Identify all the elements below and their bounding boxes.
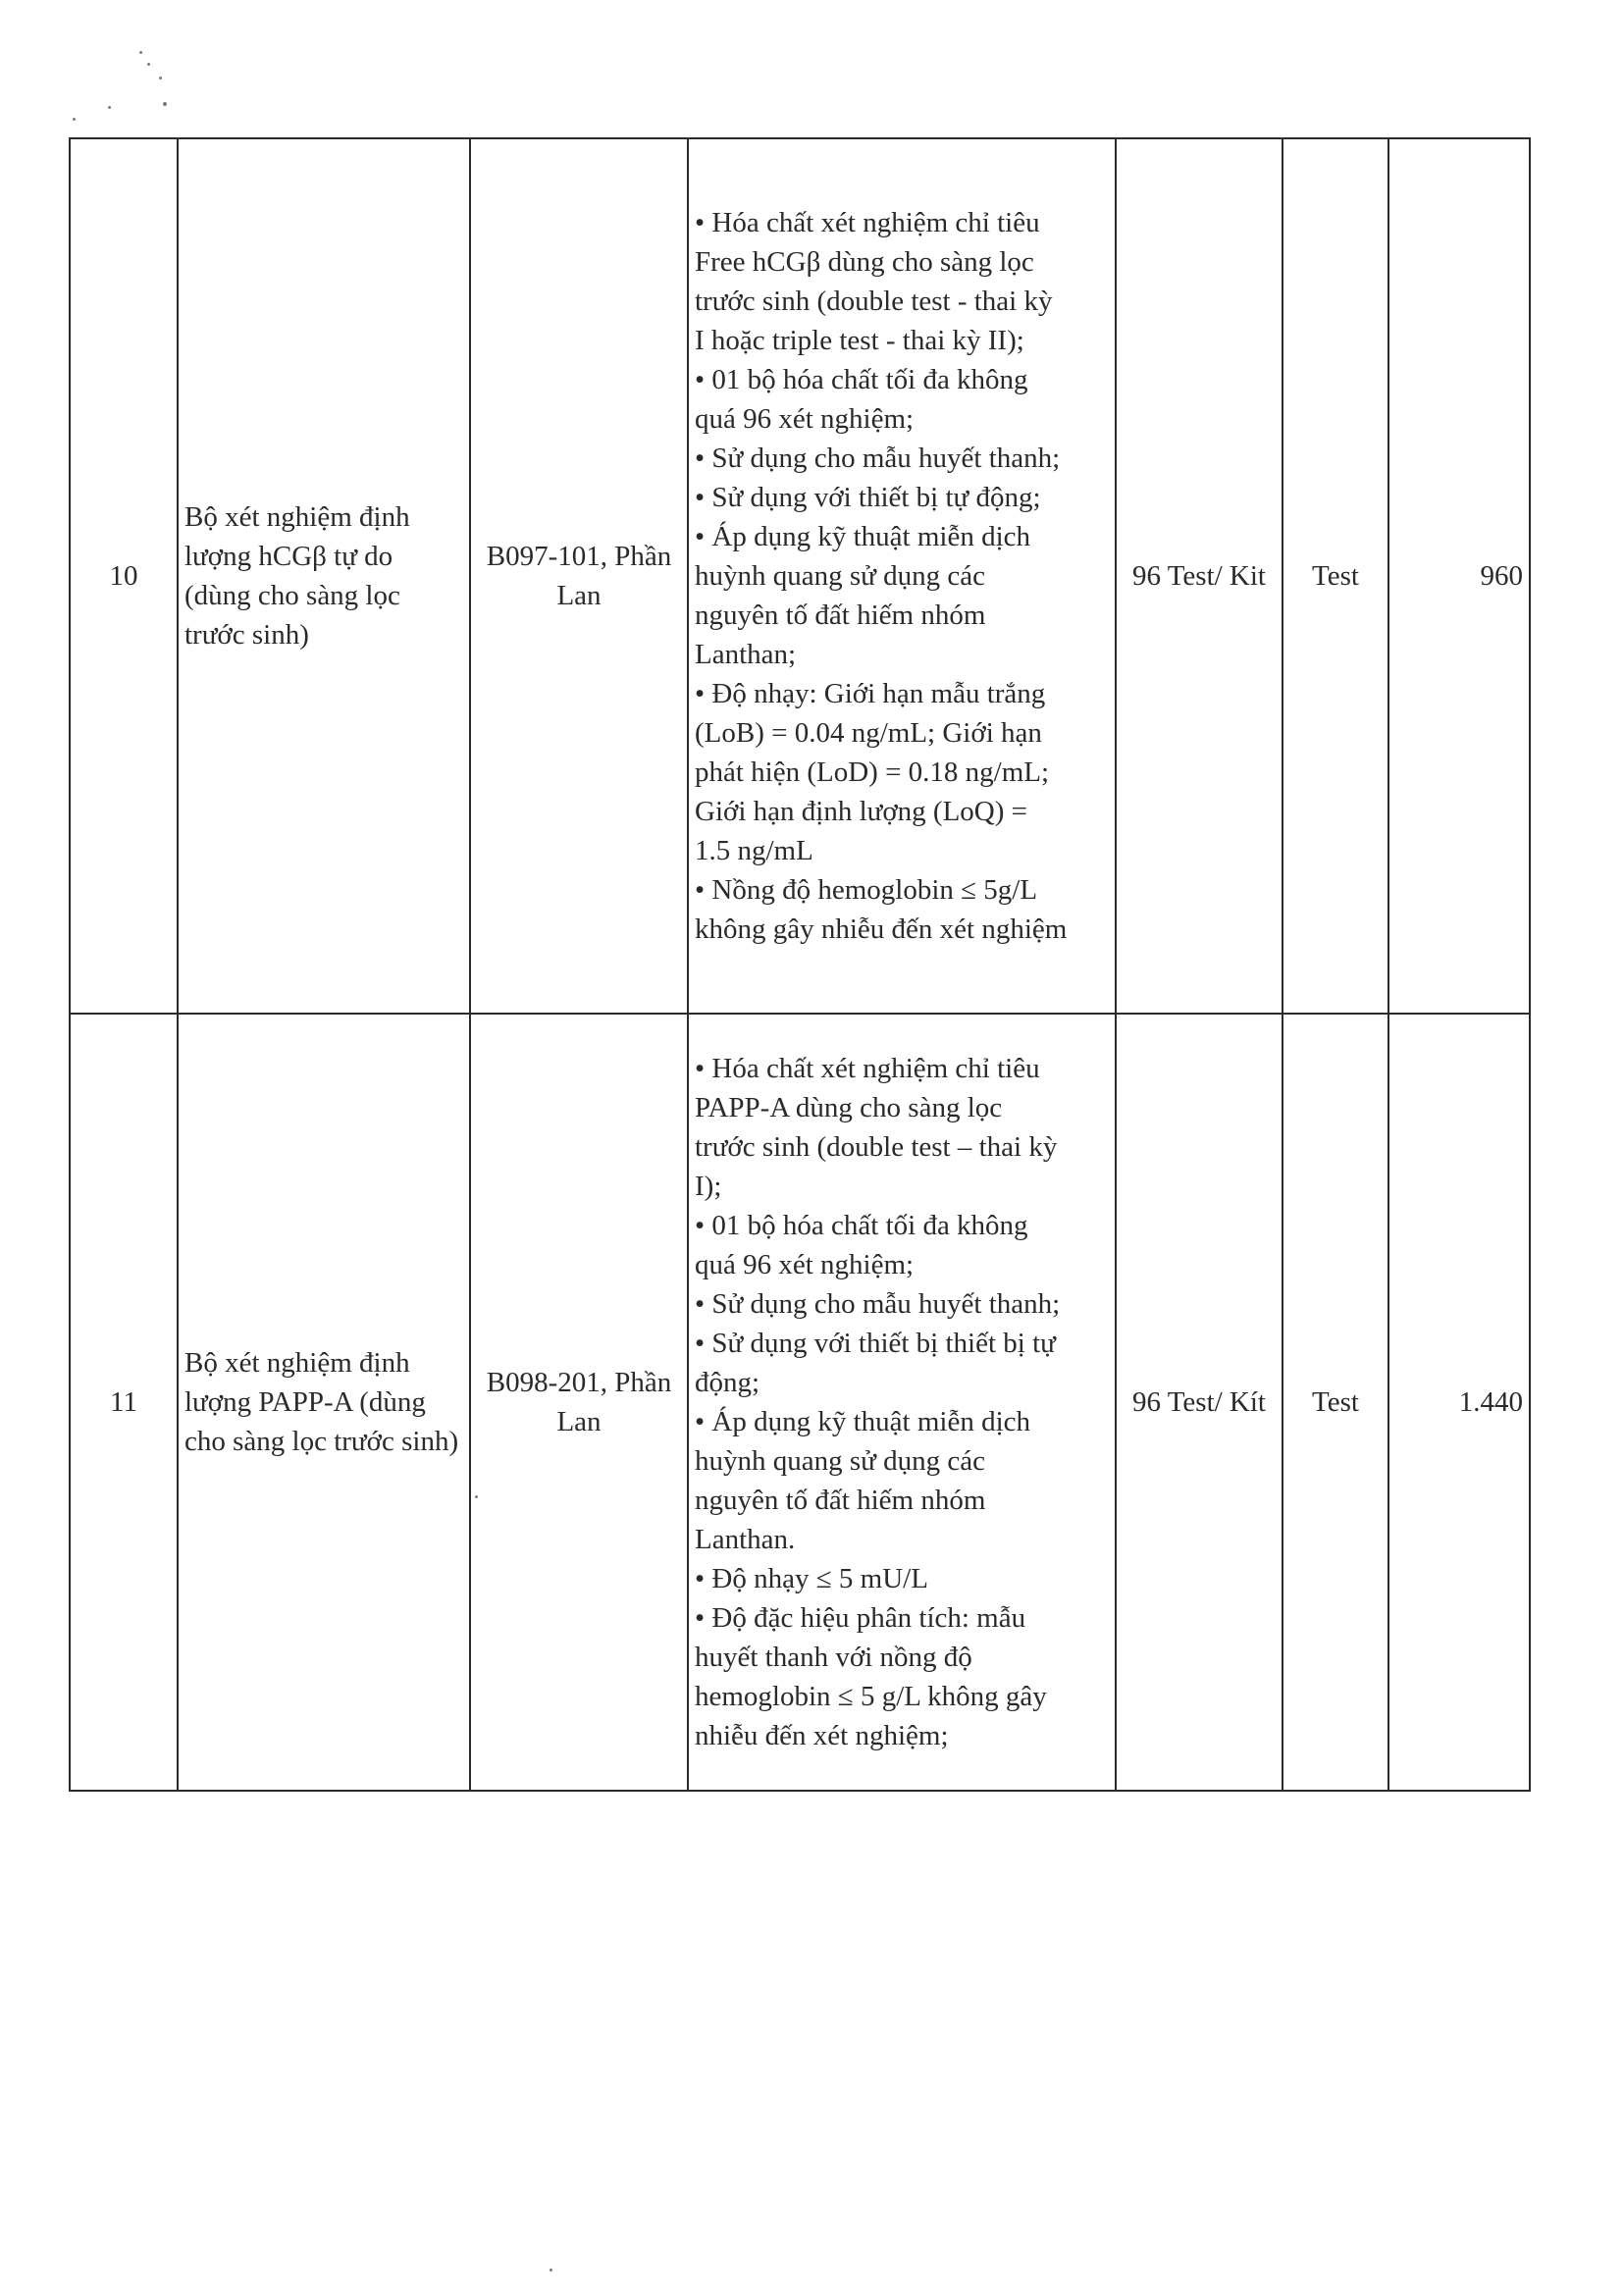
unit: Test: [1283, 138, 1388, 1014]
spec-line: PAPP-A dùng cho sàng lọc: [695, 1092, 1003, 1123]
spec-line: Lanthan;: [695, 639, 797, 670]
product-name: Bộ xét nghiệm định lượng PAPP-A (dùng cho sàng lọc trước sinh): [178, 1014, 470, 1791]
spec-line: hemoglobin ≤ 5 g/L không gây: [695, 1681, 1047, 1712]
technical-specs: [688, 1014, 1116, 1791]
spec-line: trước sinh (double test – thai kỳ: [695, 1131, 1058, 1163]
spec-line: quá 96 xét nghiệm;: [695, 403, 915, 435]
spec-line: huyết thanh với nồng độ: [695, 1642, 972, 1673]
product-name: Bộ xét nghiệm định lượng hCGβ tự do (dùng cho sàng lọc trước sinh): [178, 138, 470, 1014]
scan-speck: [159, 77, 162, 79]
scan-speck: [163, 102, 167, 106]
row-number: 11: [70, 1014, 178, 1791]
spec-line: không gây nhiễu đến xét nghiệm: [695, 913, 1068, 945]
spec-line: • Áp dụng kỹ thuật miễn dịch: [695, 1406, 1030, 1437]
spec-line: • Sử dụng cho mẫu huyết thanh;: [695, 443, 1061, 474]
spec-line: • Độ đặc hiệu phân tích: mẫu: [695, 1602, 1026, 1634]
scan-speck: [550, 2269, 552, 2271]
quantity: 1.440: [1388, 1014, 1530, 1791]
spec-line: nguyên tố đất hiếm nhóm: [695, 600, 986, 631]
spec-line: • Độ nhạy ≤ 5 mU/L: [695, 1563, 928, 1594]
table-row: [70, 1014, 1530, 1791]
spec-line: (LoB) = 0.04 ng/mL; Giới hạn: [695, 717, 1042, 749]
scan-speck: [139, 51, 142, 54]
spec-line: • Áp dụng kỹ thuật miễn dịch: [695, 521, 1030, 552]
spec-line: nhiễu đến xét nghiệm;: [695, 1720, 949, 1751]
spec-line: • Sử dụng với thiết bị tự động;: [695, 482, 1041, 513]
spec-line: 1.5 ng/mL: [695, 835, 813, 866]
spec-line: huỳnh quang sử dụng các: [695, 560, 985, 592]
packaging: 96 Test/ Kít: [1116, 1014, 1283, 1791]
spec-line: • 01 bộ hóa chất tối đa không: [695, 364, 1028, 395]
spec-line: I);: [695, 1171, 722, 1202]
spec-line: nguyên tố đất hiếm nhóm: [695, 1485, 986, 1516]
spec-line: • Sử dụng với thiết bị thiết bị tự: [695, 1328, 1056, 1359]
spec-line: huỳnh quang sử dụng các: [695, 1445, 985, 1477]
scan-speck: [73, 118, 76, 121]
spec-line: phát hiện (LoD) = 0.18 ng/mL;: [695, 757, 1050, 788]
unit: Test: [1283, 1014, 1388, 1791]
product-code: B097-101, Phần Lan: [470, 138, 688, 1014]
spec-line: • 01 bộ hóa chất tối đa không: [695, 1210, 1028, 1241]
spec-line: • Sử dụng cho mẫu huyết thanh;: [695, 1288, 1061, 1320]
quantity: 960: [1388, 138, 1530, 1014]
scan-speck: [108, 106, 111, 109]
spec-line: quá 96 xét nghiệm;: [695, 1249, 915, 1280]
scan-speck: [147, 63, 150, 66]
spec-line: • Hóa chất xét nghiệm chỉ tiêu: [695, 207, 1040, 238]
spec-line: • Nồng độ hemoglobin ≤ 5g/L: [695, 874, 1038, 906]
table-row: [70, 138, 1530, 1014]
spec-line: Lanthan.: [695, 1524, 796, 1555]
spec-line: • Hóa chất xét nghiệm chỉ tiêu: [695, 1053, 1040, 1084]
spec-line: Free hCGβ dùng cho sàng lọc: [695, 246, 1034, 278]
row-number: 10: [70, 138, 178, 1014]
product-code: B098-201, Phần Lan: [470, 1014, 688, 1791]
packaging: 96 Test/ Kit: [1116, 138, 1283, 1014]
specification-table: [69, 137, 1531, 1792]
spec-line: I hoặc triple test - thai kỳ II);: [695, 325, 1024, 356]
spec-line: Giới hạn định lượng (LoQ) =: [695, 796, 1028, 827]
spec-line: động;: [695, 1367, 760, 1398]
spec-line: trước sinh (double test - thai kỳ: [695, 286, 1053, 317]
technical-specs: [688, 138, 1116, 1014]
spec-line: • Độ nhạy: Giới hạn mẫu trắng: [695, 678, 1046, 709]
